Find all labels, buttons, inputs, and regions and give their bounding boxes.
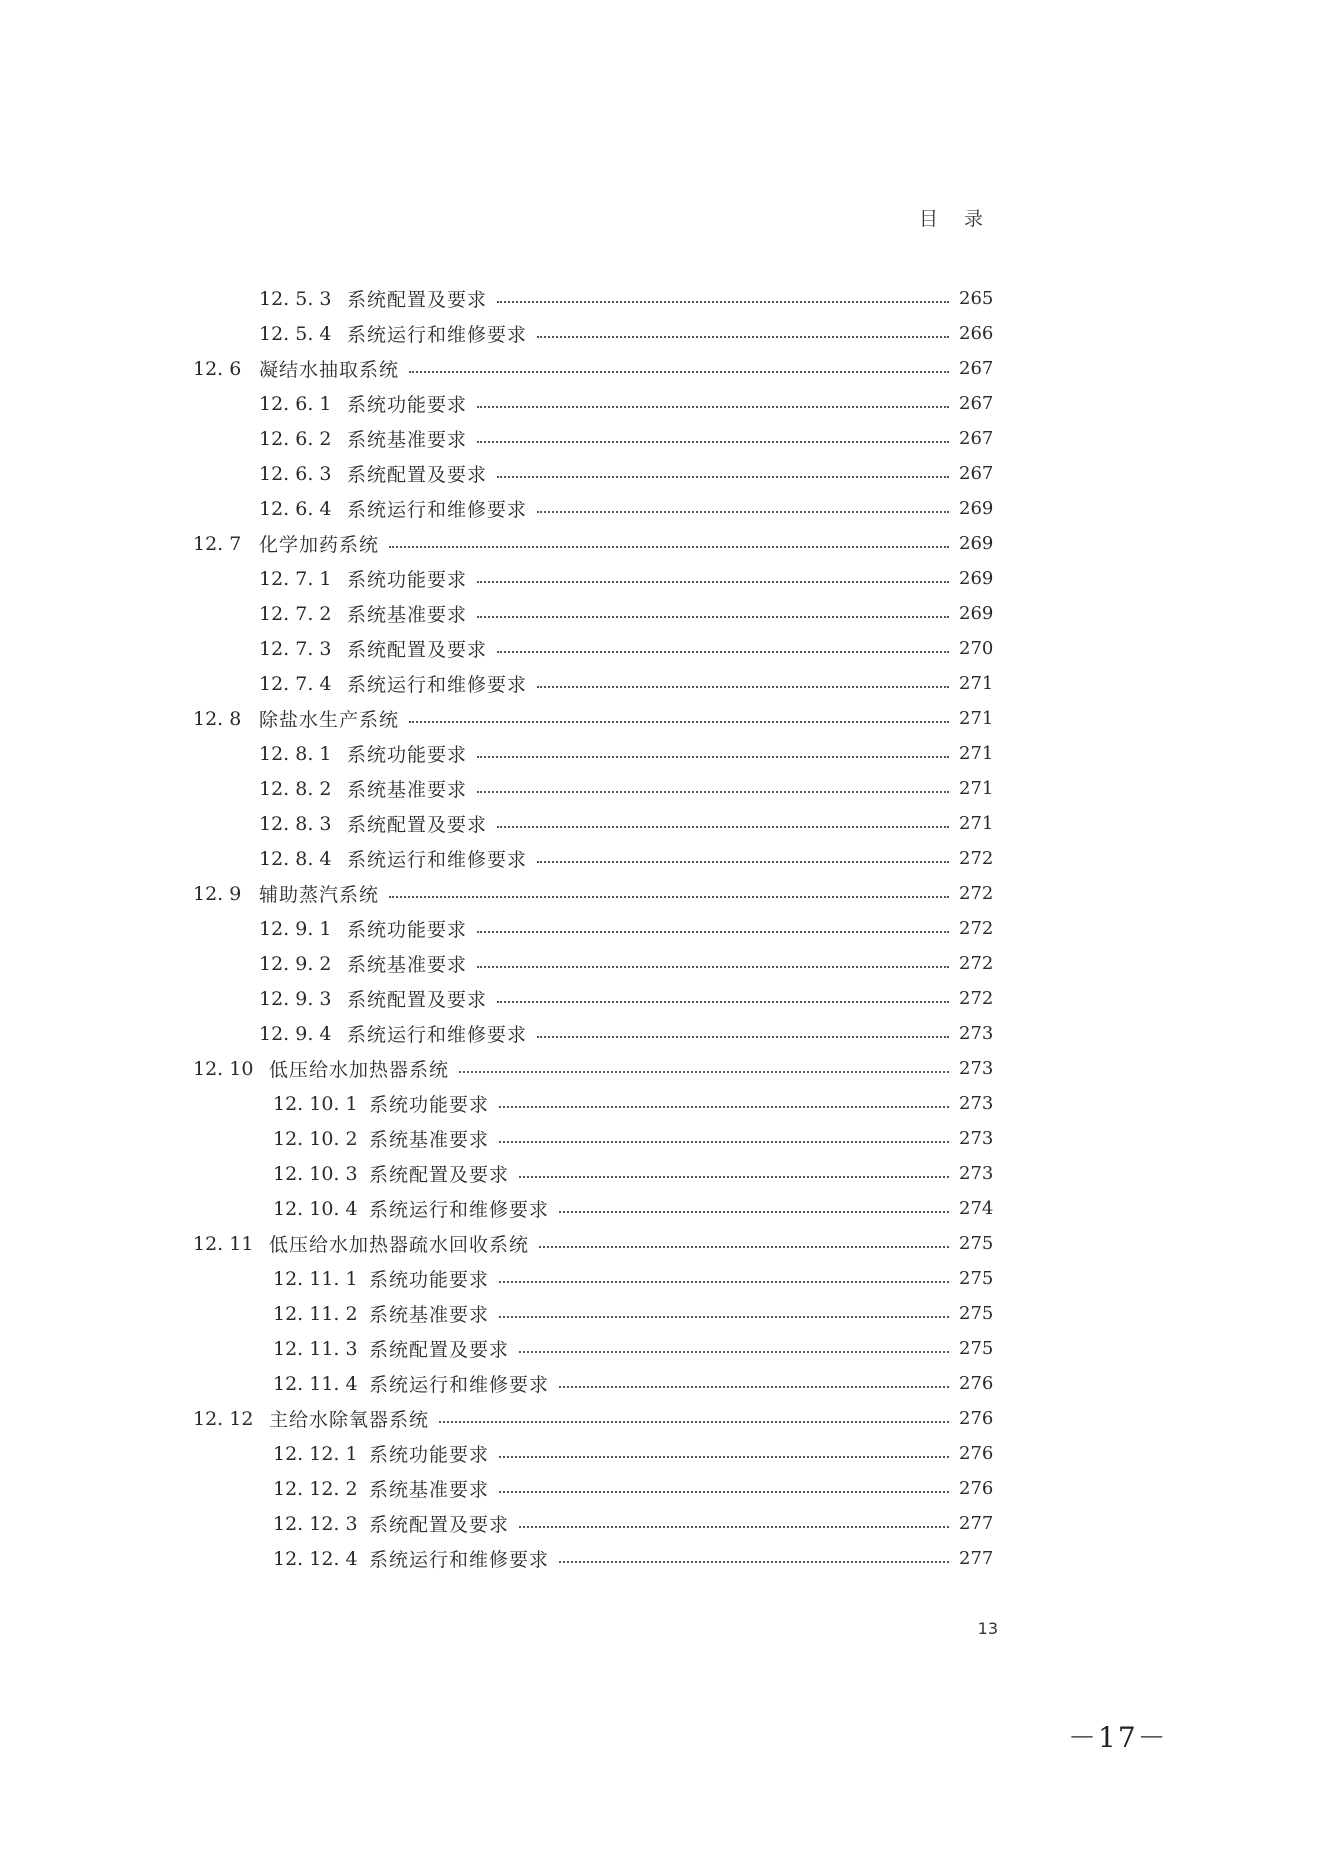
dot-leader xyxy=(537,336,949,338)
dot-leader xyxy=(477,966,949,968)
toc-entry-number: 12. 7. 1 xyxy=(259,567,332,590)
toc-entry-number: 12. 8. 4 xyxy=(259,847,332,870)
toc-entry-number: 12. 7 xyxy=(193,532,242,555)
toc-entry-number: 12. 6 xyxy=(193,357,242,380)
toc-entry-number: 12. 6. 1 xyxy=(259,392,332,415)
toc-entry-page: 267 xyxy=(959,428,994,449)
toc-entry-page: 266 xyxy=(959,323,994,344)
toc-subsection-entry[interactable] xyxy=(193,456,993,491)
toc-entry-title: 系统配置及要求 xyxy=(347,814,488,836)
dot-leader xyxy=(389,896,949,898)
toc-entry-title: 系统基准要求 xyxy=(347,779,468,801)
toc-entry-page: 273 xyxy=(959,1163,994,1184)
toc-entry-number: 12. 6. 3 xyxy=(259,462,332,485)
toc-entry-title: 低压给水加热器系统 xyxy=(269,1059,450,1081)
toc-entry-title: 系统基准要求 xyxy=(347,954,468,976)
toc-entry-number: 12. 7. 3 xyxy=(259,637,332,660)
toc-entry-title: 系统运行和维修要求 xyxy=(369,1199,550,1221)
toc-entry-title: 主给水除氧器系统 xyxy=(269,1409,430,1431)
toc-entry-page: 271 xyxy=(959,743,994,764)
toc-entry-title: 系统运行和维修要求 xyxy=(369,1374,550,1396)
toc-entry-title: 系统功能要求 xyxy=(347,569,468,591)
toc-entry-title: 系统功能要求 xyxy=(347,919,468,941)
toc-entry-number: 12. 8. 3 xyxy=(259,812,332,835)
toc-entry-page: 277 xyxy=(959,1548,994,1569)
dot-leader xyxy=(499,1456,949,1458)
toc-entry-title: 系统运行和维修要求 xyxy=(347,1024,528,1046)
toc-subsection-entry[interactable] xyxy=(193,1331,993,1366)
dot-leader xyxy=(499,1491,949,1493)
toc-subsection-entry[interactable] xyxy=(193,1436,993,1471)
toc-entry-title: 化学加药系统 xyxy=(259,534,380,556)
toc-entry-title: 系统运行和维修要求 xyxy=(369,1549,550,1571)
toc-subsection-entry[interactable] xyxy=(193,1121,993,1156)
toc-section-entry[interactable] xyxy=(193,351,993,386)
toc-section-entry[interactable] xyxy=(193,1401,993,1436)
toc-subsection-entry[interactable] xyxy=(193,806,993,841)
toc-entry-number: 12. 12 xyxy=(193,1407,254,1430)
toc-entry-number: 12. 5. 4 xyxy=(259,322,332,345)
toc-entry-page: 272 xyxy=(959,883,994,904)
dot-leader xyxy=(559,1211,949,1213)
toc-entry-page: 275 xyxy=(959,1268,994,1289)
toc-entry-number: 12. 10 xyxy=(193,1057,254,1080)
dot-leader xyxy=(537,511,949,513)
toc-entry-title: 系统功能要求 xyxy=(369,1094,490,1116)
dot-leader xyxy=(477,441,949,443)
dot-leader xyxy=(499,1141,949,1143)
toc-entry-page: 271 xyxy=(959,673,994,694)
toc-entry-page: 272 xyxy=(959,988,994,1009)
dot-leader xyxy=(459,1071,949,1073)
toc-subsection-entry[interactable] xyxy=(193,1471,993,1506)
toc-entry-page: 267 xyxy=(959,463,994,484)
toc-subsection-entry[interactable] xyxy=(193,771,993,806)
toc-subsection-entry[interactable] xyxy=(193,1506,993,1541)
dot-leader xyxy=(537,686,949,688)
toc-section-entry[interactable] xyxy=(193,701,993,736)
toc-entry-page: 276 xyxy=(959,1478,994,1499)
toc-subsection-entry[interactable] xyxy=(193,666,993,701)
dot-leader xyxy=(477,406,949,408)
toc-entry-number: 12. 12. 1 xyxy=(273,1442,358,1465)
dot-leader xyxy=(477,581,949,583)
toc-subsection-entry[interactable] xyxy=(193,981,993,1016)
book-page-number: 13 xyxy=(977,1619,998,1638)
toc-entry-number: 12. 9 xyxy=(193,882,242,905)
toc-entry-number: 12. 11 xyxy=(193,1232,254,1255)
toc-entry-number: 12. 9. 2 xyxy=(259,952,332,975)
toc-entry-title: 系统功能要求 xyxy=(347,394,468,416)
toc-entry-page: 270 xyxy=(959,638,994,659)
toc-entry-title: 系统功能要求 xyxy=(369,1269,490,1291)
toc-section-entry[interactable] xyxy=(193,526,993,561)
toc-entry-number: 12. 9. 1 xyxy=(259,917,332,940)
toc-entry-page: 272 xyxy=(959,953,994,974)
toc-entry-title: 系统基准要求 xyxy=(369,1129,490,1151)
toc-subsection-entry[interactable] xyxy=(193,1296,993,1331)
toc-entry-page: 269 xyxy=(959,603,994,624)
toc-entry-page: 271 xyxy=(959,778,994,799)
toc-entry-title: 系统基准要求 xyxy=(369,1304,490,1326)
toc-entry-title: 系统配置及要求 xyxy=(369,1339,510,1361)
toc-entry-page: 273 xyxy=(959,1128,994,1149)
dot-leader xyxy=(477,931,949,933)
dot-leader xyxy=(497,476,949,478)
toc-entry-title: 系统运行和维修要求 xyxy=(347,849,528,871)
toc-subsection-entry[interactable] xyxy=(193,1086,993,1121)
toc-subsection-entry[interactable] xyxy=(193,911,993,946)
toc-subsection-entry[interactable] xyxy=(193,631,993,666)
toc-section-entry[interactable] xyxy=(193,1226,993,1261)
toc-entry-title: 系统运行和维修要求 xyxy=(347,499,528,521)
toc-entry-page: 271 xyxy=(959,813,994,834)
document-page-number: －17－ xyxy=(1068,1721,1168,1754)
toc-subsection-entry[interactable] xyxy=(193,1261,993,1296)
dot-leader xyxy=(539,1246,949,1248)
toc-subsection-entry[interactable] xyxy=(193,386,993,421)
toc-entry-page: 269 xyxy=(959,533,994,554)
dot-leader xyxy=(519,1176,949,1178)
toc-entry-number: 12. 12. 4 xyxy=(273,1547,358,1570)
toc-entry-number: 12. 7. 2 xyxy=(259,602,332,625)
toc-entry-page: 271 xyxy=(959,708,994,729)
dot-leader xyxy=(439,1421,949,1423)
dot-leader xyxy=(537,861,949,863)
toc-entry-title: 系统基准要求 xyxy=(369,1479,490,1501)
toc-subsection-entry[interactable] xyxy=(193,1156,993,1191)
dot-leader xyxy=(409,371,949,373)
toc-entry-title: 系统基准要求 xyxy=(347,604,468,626)
dot-leader xyxy=(409,721,949,723)
toc-entry-page: 269 xyxy=(959,568,994,589)
dot-leader xyxy=(477,791,949,793)
toc-section-entry[interactable] xyxy=(193,1051,993,1086)
toc-entry-page: 273 xyxy=(959,1093,994,1114)
toc-entry-title: 系统配置及要求 xyxy=(347,289,488,311)
toc-entry-number: 12. 11. 2 xyxy=(273,1302,358,1325)
toc-entry-number: 12. 11. 4 xyxy=(273,1372,358,1395)
toc-entry-number: 12. 9. 3 xyxy=(259,987,332,1010)
dot-leader xyxy=(497,1001,949,1003)
toc-entry-number: 12. 11. 1 xyxy=(273,1267,358,1290)
toc-entry-title: 系统运行和维修要求 xyxy=(347,674,528,696)
toc-entry-number: 12. 8. 1 xyxy=(259,742,332,765)
dot-leader xyxy=(477,756,949,758)
toc-subsection-entry[interactable] xyxy=(193,1541,993,1576)
dot-leader xyxy=(559,1561,949,1563)
toc-entry-page: 276 xyxy=(959,1373,994,1394)
toc-entry-page: 273 xyxy=(959,1023,994,1044)
toc-entry-page: 272 xyxy=(959,918,994,939)
toc-entry-number: 12. 10. 2 xyxy=(273,1127,358,1150)
toc-entry-number: 12. 11. 3 xyxy=(273,1337,358,1360)
toc-entry-page: 265 xyxy=(959,288,994,309)
toc-entry-title: 系统配置及要求 xyxy=(369,1514,510,1536)
dot-leader xyxy=(519,1526,949,1528)
toc-entry-page: 273 xyxy=(959,1058,994,1079)
toc-entry-number: 12. 7. 4 xyxy=(259,672,332,695)
toc-entry-page: 267 xyxy=(959,393,994,414)
toc-entry-title: 系统功能要求 xyxy=(347,744,468,766)
toc-entry-title: 低压给水加热器疏水回收系统 xyxy=(269,1234,530,1256)
dot-leader xyxy=(519,1351,949,1353)
toc-entry-title: 系统配置及要求 xyxy=(347,464,488,486)
toc-entry-page: 275 xyxy=(959,1233,994,1254)
toc-subsection-entry[interactable] xyxy=(193,281,993,316)
toc-entry-number: 12. 5. 3 xyxy=(259,287,332,310)
dot-leader xyxy=(499,1316,949,1318)
dot-leader xyxy=(477,616,949,618)
toc-entry-page: 276 xyxy=(959,1443,994,1464)
toc-entry-title: 系统配置及要求 xyxy=(347,989,488,1011)
toc-entry-title: 除盐水生产系统 xyxy=(259,709,400,731)
toc-entry-page: 272 xyxy=(959,848,994,869)
toc-subsection-entry[interactable] xyxy=(193,421,993,456)
toc-subsection-entry[interactable] xyxy=(193,316,993,351)
running-header-title: 目 录 xyxy=(918,208,993,230)
toc-section-entry[interactable] xyxy=(193,876,993,911)
toc-entry-page: 274 xyxy=(959,1198,994,1219)
toc-entry-number: 12. 10. 1 xyxy=(273,1092,358,1115)
toc-entry-number: 12. 6. 4 xyxy=(259,497,332,520)
dot-leader xyxy=(499,1281,949,1283)
dot-leader xyxy=(499,1106,949,1108)
dot-leader xyxy=(389,546,949,548)
toc-entry-title: 系统运行和维修要求 xyxy=(347,324,528,346)
toc-entry-page: 269 xyxy=(959,498,994,519)
toc-entry-page: 267 xyxy=(959,358,994,379)
toc-entry-title: 凝结水抽取系统 xyxy=(259,359,400,381)
dot-leader xyxy=(537,1036,949,1038)
dot-leader xyxy=(497,651,949,653)
toc-entry-number: 12. 9. 4 xyxy=(259,1022,332,1045)
toc-subsection-entry[interactable] xyxy=(193,841,993,876)
toc-subsection-entry[interactable] xyxy=(193,946,993,981)
toc-entry-page: 275 xyxy=(959,1303,994,1324)
toc-subsection-entry[interactable] xyxy=(193,1366,993,1401)
toc-entry-number: 12. 8 xyxy=(193,707,242,730)
toc-entry-page: 277 xyxy=(959,1513,994,1534)
toc-subsection-entry[interactable] xyxy=(193,736,993,771)
toc-entry-number: 12. 6. 2 xyxy=(259,427,332,450)
table-of-contents xyxy=(193,281,993,1576)
toc-entry-title: 系统基准要求 xyxy=(347,429,468,451)
toc-entry-number: 12. 12. 3 xyxy=(273,1512,358,1535)
toc-subsection-entry[interactable] xyxy=(193,491,993,526)
toc-entry-number: 12. 8. 2 xyxy=(259,777,332,800)
toc-entry-title: 系统配置及要求 xyxy=(369,1164,510,1186)
toc-subsection-entry[interactable] xyxy=(193,561,993,596)
toc-subsection-entry[interactable] xyxy=(193,1191,993,1226)
dot-leader xyxy=(559,1386,949,1388)
toc-subsection-entry[interactable] xyxy=(193,596,993,631)
toc-entry-number: 12. 12. 2 xyxy=(273,1477,358,1500)
toc-entry-title: 系统配置及要求 xyxy=(347,639,488,661)
dot-leader xyxy=(497,301,949,303)
toc-entry-number: 12. 10. 4 xyxy=(273,1197,358,1220)
toc-subsection-entry[interactable] xyxy=(193,1016,993,1051)
toc-entry-number: 12. 10. 3 xyxy=(273,1162,358,1185)
toc-entry-page: 275 xyxy=(959,1338,994,1359)
dot-leader xyxy=(497,826,949,828)
toc-entry-title: 辅助蒸汽系统 xyxy=(259,884,380,906)
toc-entry-page: 276 xyxy=(959,1408,994,1429)
toc-entry-title: 系统功能要求 xyxy=(369,1444,490,1466)
